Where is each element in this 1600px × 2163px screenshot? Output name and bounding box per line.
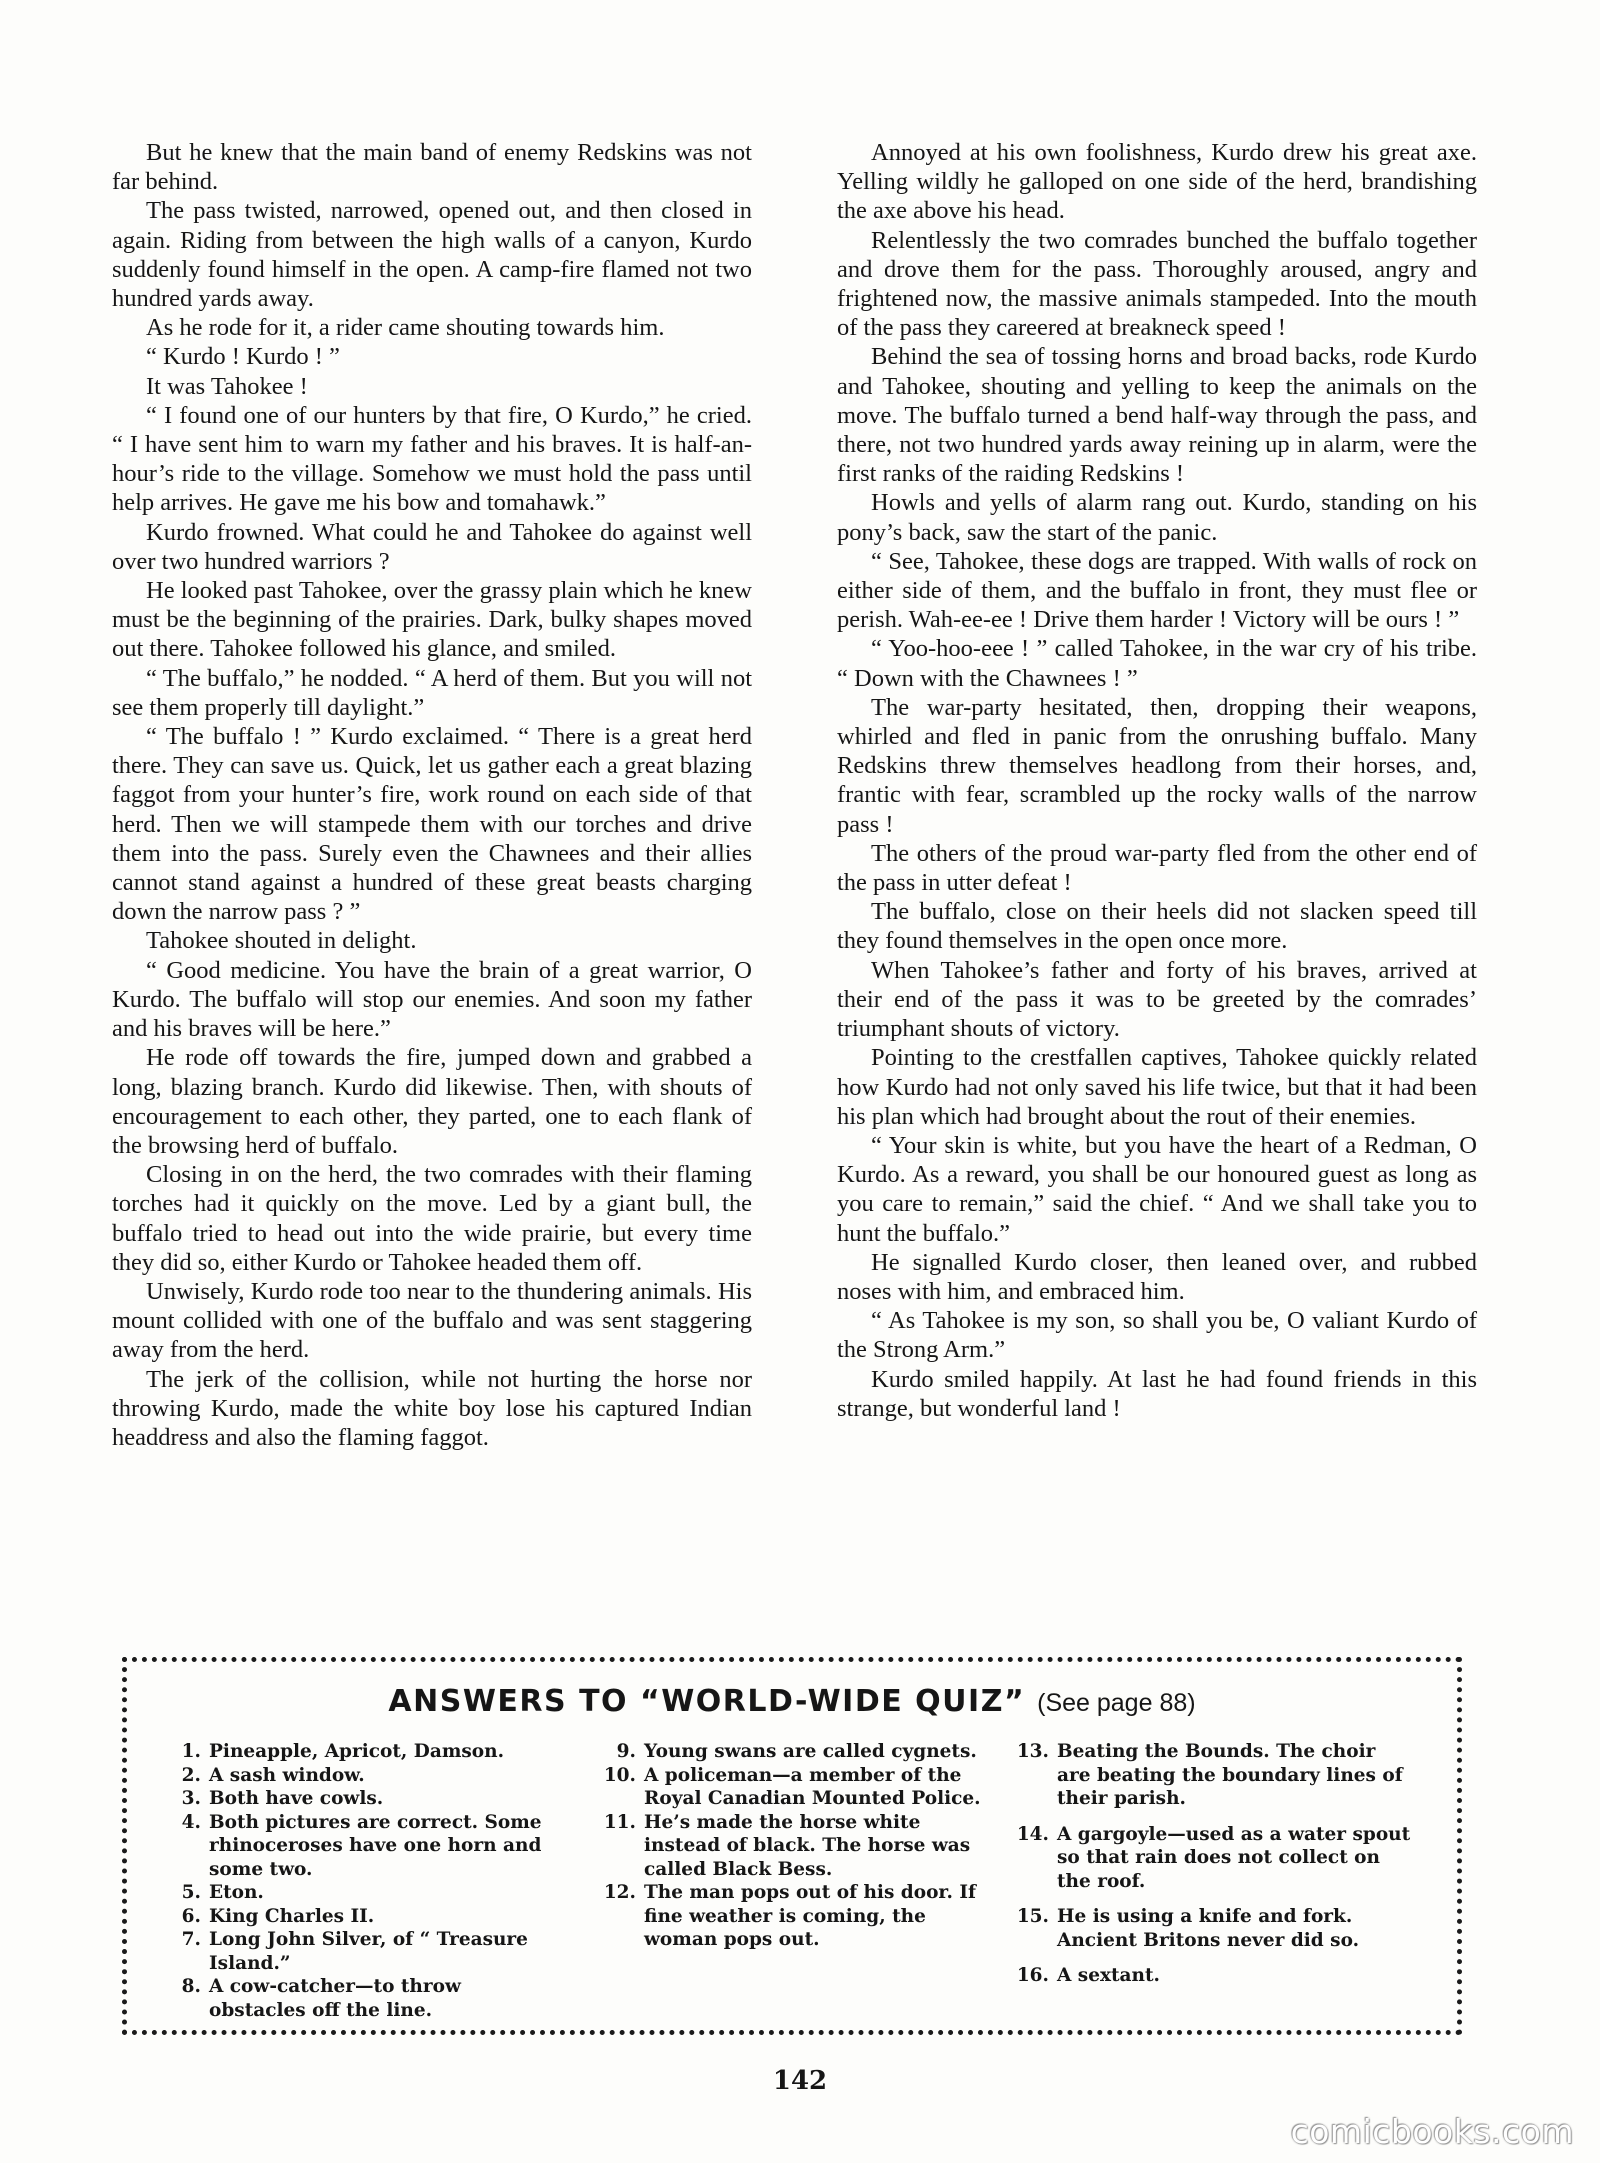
quiz-answer-number: 4. — [181, 1811, 201, 1833]
story-paragraph: “ See, Tahokee, these dogs are trapped. With walls of rock on either side of them, and the buffalo in front, they must flee or perish. Wah-ee-ee ! Drive them harder ! Victory will be ours ! ” — [837, 547, 1477, 634]
quiz-answer-number: 16. — [1016, 1965, 1049, 1986]
quiz-answer — [167, 1787, 562, 1811]
story-paragraph: “ As Tahokee is my son, so shall you be, O valiant Kurdo of the Strong Arm.” — [837, 1307, 1477, 1364]
story-paragraph: “ Your skin is white, but you have the heart of a Redman, O Kurdo. As a reward, you shall be our honoured guest as long as you care to remain,” said the chief. “ And we shall take you to hunt the buffalo.” — [837, 1131, 1477, 1247]
quiz-answer-text: Both pictures are correct. Some rhinoceroses have one horn and some two. — [209, 1811, 542, 1880]
quiz-answer-number: 15. — [1016, 1906, 1049, 1927]
quiz-answer-number: 3. — [181, 1788, 201, 1809]
story-paragraph: “ I found one of our hunters by that fire, O Kurdo,” he cried. “ I have sent him to warn my father and his braves. It is half-an-hour’s ride to the village. Somehow we must hold the pass until help arrives. He gave me his bow and tomahawk.” — [112, 401, 752, 517]
quiz-answer-number: 1. — [181, 1741, 201, 1762]
quiz-answer — [1015, 1823, 1415, 1894]
story-paragraph: It was Tahokee ! — [146, 372, 308, 400]
quiz-answer-number: 7. — [181, 1929, 201, 1950]
story-paragraph: When Tahokee’s father and forty of his braves, arrived at their end of the pass it was to be greeted by the comrades’ triumphant shouts of victory. — [837, 956, 1477, 1043]
quiz-answer-text: Eton. — [209, 1882, 264, 1903]
quiz-answer — [167, 1764, 562, 1788]
story-paragraph: “ The buffalo ! ” Kurdo exclaimed. “ There is a great herd there. They can save us. Quick, let us gather each a great blazing faggot from your hunter’s fire, work round on each side of that herd. Then we will stampede them with our torches and drive them into the pass. Surely even the Chawnees and their allies cannot stand against a hundred of these great beasts charging down the narrow pass ? ” — [112, 723, 752, 926]
quiz-answer-text: The man pops out of his door. If fine weather is coming, the woman pops out. — [644, 1882, 976, 1950]
story-column-right — [837, 138, 1477, 1423]
story-paragraph: Howls and yells of alarm rang out. Kurdo, standing on his pony’s back, saw the start of the panic. — [837, 489, 1477, 546]
story-paragraph: But he knew that the main band of enemy Redskins was not far behind. — [112, 139, 752, 196]
quiz-answer-text: King Charles II. — [209, 1905, 375, 1927]
quiz-title: ANSWERS TO “WORLD-WIDE QUIZ” — [388, 1684, 1026, 1719]
quiz-answer — [167, 1740, 562, 1764]
quiz-answers-box — [122, 1657, 1462, 2035]
story-paragraph: Kurdo smiled happily. At last he had found friends in this strange, but wonderful land ! — [837, 1365, 1477, 1422]
quiz-answer — [167, 1811, 562, 1882]
story-paragraph: “ Yoo-hoo-eee ! ” called Tahokee, in the war cry of his tribe. “ Down with the Chawnees ! ” — [837, 635, 1477, 692]
quiz-answer-text: He is using a knife and fork. Ancient Britons never did so. — [1057, 1906, 1360, 1951]
quiz-answer — [602, 1881, 997, 1952]
quiz-answer-text: A sextant. — [1057, 1965, 1160, 1986]
quiz-answer-text: A gargoyle—used as a water spout so that rain does not collect on the roof. — [1057, 1823, 1411, 1892]
quiz-answers-column-1 — [167, 1740, 562, 2022]
quiz-answer-number: 8. — [181, 1976, 201, 1997]
page-number: 142 — [772, 2066, 828, 2096]
story-column-left — [112, 138, 752, 1452]
story-paragraph: As he rode for it, a rider came shouting towards him. — [146, 314, 665, 342]
quiz-answer — [1015, 1740, 1415, 1811]
story-paragraph: “ Kurdo ! Kurdo ! ” — [146, 343, 340, 371]
story-paragraph: The jerk of the collision, while not hurting the horse nor throwing Kurdo, made the white boy lose his captured Indian headdress and also the flaming faggot. — [112, 1365, 752, 1451]
story-paragraph: Behind the sea of tossing horns and broad backs, rode Kurdo and Tahokee, shouting and yelling to keep the animals on the move. The buffalo turned a bend half-way through the pass, and there, not two hundred yards away reining up in alarm, were the first ranks of the raiding Redskins ! — [837, 343, 1477, 488]
quiz-answer — [167, 1928, 562, 1975]
quiz-answer-number: 2. — [181, 1764, 201, 1786]
quiz-answer-number: 6. — [181, 1905, 201, 1927]
story-paragraph: The others of the proud war-party fled from the other end of the pass in utter defeat ! — [837, 839, 1477, 897]
quiz-answer-number: 11. — [603, 1811, 636, 1833]
quiz-answers-column-3 — [1015, 1740, 1415, 1988]
quiz-answer-number: 14. — [1016, 1823, 1049, 1845]
story-paragraph: Relentlessly the two comrades bunched the buffalo together and drove them for the pass. Thoroughly aroused, angry and frightened now, the massive animals stampeded. Into the mouth of the pass they careered at breakneck speed ! — [837, 226, 1477, 342]
quiz-answer — [602, 1811, 997, 1882]
story-paragraph: The pass twisted, narrowed, opened out, and then closed in again. Riding from between the high walls of a canyon, Kurdo suddenly found himself in the open. A camp-fire flamed not two hundred yards away. — [112, 197, 752, 313]
story-paragraph: “ Good medicine. You have the brain of a great warrior, O Kurdo. The buffalo will stop our enemies. And soon my father and his braves will be here.” — [112, 956, 752, 1043]
quiz-heading — [127, 1684, 1457, 1719]
quiz-answer-number: 10. — [603, 1764, 636, 1786]
story-paragraph: Annoyed at his own foolishness, Kurdo drew his great axe. Yelling wildly he galloped on one side of the herd, brandishing the axe above his head. — [837, 139, 1477, 225]
story-paragraph: He signalled Kurdo closer, then leaned over, and rubbed noses with him, and embraced him. — [837, 1248, 1477, 1305]
story-paragraph: He looked past Tahokee, over the grassy plain which he knew must be the beginning of the prairies. Dark, bulky shapes moved out there. Tahokee followed his glance, and smiled. — [112, 577, 752, 663]
quiz-answer-text: Both have cowls. — [209, 1788, 384, 1809]
quiz-answer — [602, 1764, 997, 1811]
quiz-answer-text: Young swans are called cygnets. — [644, 1741, 977, 1762]
quiz-answer-text: A cow-catcher—to throw obstacles off the line. — [209, 1976, 461, 2021]
quiz-answer — [167, 1975, 562, 2022]
quiz-answer — [1015, 1964, 1415, 1988]
quiz-answer-text: Long John Silver, of “ Treasure Island.” — [209, 1929, 528, 1974]
quiz-answer-text: Pineapple, Apricot, Damson. — [209, 1741, 505, 1762]
quiz-see-page: (See page 88) — [1037, 1689, 1196, 1717]
quiz-answer — [1015, 1905, 1415, 1952]
quiz-answer-text: He’s made the horse white instead of black. The horse was called Black Bess. — [644, 1811, 971, 1880]
quiz-answer-number: 13. — [1016, 1741, 1049, 1762]
quiz-answer-text: A sash window. — [209, 1764, 365, 1786]
story-paragraph: He rode off towards the fire, jumped down and grabbed a long, blazing branch. Kurdo did likewise. Then, with shouts of encouragement to each other, they parted, one to each flank of the browsing herd of buffalo. — [112, 1044, 752, 1159]
story-paragraph: Kurdo frowned. What could he and Tahokee do against well over two hundred warriors ? — [112, 518, 752, 575]
story-paragraph: “ The buffalo,” he nodded. “ A herd of them. But you will not see them properly till daylight.” — [112, 664, 752, 721]
quiz-answers-column-2 — [602, 1740, 997, 1952]
quiz-answer-number: 5. — [181, 1882, 201, 1903]
quiz-answer-number: 12. — [603, 1882, 636, 1903]
quiz-answer-text: A policeman—a member of the Royal Canadian Mounted Police. — [644, 1764, 981, 1809]
quiz-answer — [167, 1881, 562, 1905]
story-paragraph: Closing in on the herd, the two comrades with their flaming torches had it quickly on the move. Led by a giant bull, the buffalo tried to head out into the wide prairie, but every time they did so, either Kurdo or Tahokee headed them off. — [112, 1161, 752, 1276]
watermark: comicbooks.com — [1290, 2112, 1574, 2151]
quiz-answer-number: 9. — [616, 1741, 636, 1762]
story-paragraph: The war-party hesitated, then, dropping their weapons, whirled and fled in panic from the onrushing buffalo. Many Redskins threw themselves headlong from their horses, and, frantic with fear, scrambled up the rocky walls of the narrow pass ! — [837, 693, 1477, 838]
quiz-answer — [602, 1740, 997, 1764]
quiz-answer-text: Beating the Bounds. The choir are beating the boundary lines of their parish. — [1057, 1741, 1403, 1809]
story-paragraph: Unwisely, Kurdo rode too near to the thundering animals. His mount collided with one of the buffalo and was sent staggering away from the herd. — [112, 1277, 752, 1364]
quiz-answer — [167, 1905, 562, 1929]
story-paragraph: Tahokee shouted in delight. — [146, 927, 417, 955]
story-paragraph: Pointing to the crestfallen captives, Tahokee quickly related how Kurdo had not only saved his life twice, but that it had been his plan which had brought about the rout of their enemies. — [837, 1044, 1477, 1130]
story-paragraph: The buffalo, close on their heels did not slacken speed till they found themselves in the open once more. — [837, 898, 1477, 955]
